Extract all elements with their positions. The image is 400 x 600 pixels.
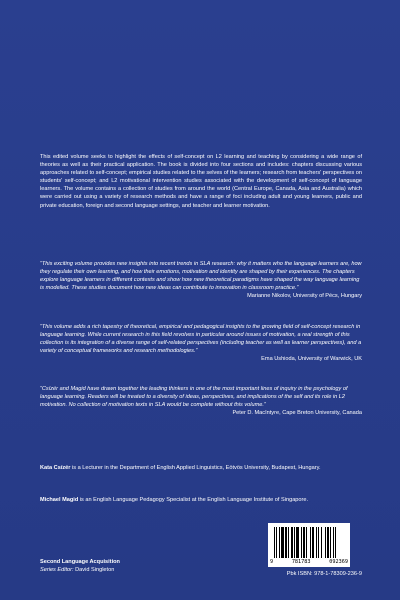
quote-text: “This exciting volume provides new insights into recent trends in SLA research: why it matters who the language learners are, how they regulate their own learning, and how their emotions, motivation and identity are shaped by their experiences. The chapters explore language learners in different contexts and show how new theoretical paradigms have shaped the way language learning is modelled. These studies document how new ideas can contribute to innovation in classroom practice.” xyxy=(40,261,362,292)
quote-attribution: Peter D. MacIntyre, Cape Breton University, Canada xyxy=(232,410,362,417)
endorsement-quote xyxy=(40,385,362,417)
barcode-bar xyxy=(333,527,334,558)
barcode-digits xyxy=(270,559,348,565)
quote-text: “Csízér and Magid have drawn together the leading thinkers in one of the most important lines of inquiry in the psychology of language learning. Readers will be treated to a diversity of ideas, perspectives, and implications of the self and its role in L2 motivation. No collection of motivation texts in SLA would be complete without this volume.” xyxy=(40,386,348,409)
editor-name: Michael Magid xyxy=(40,497,79,503)
barcode-bar xyxy=(310,527,311,558)
series-editor-name: David Singleton xyxy=(75,567,115,573)
barcode-bar xyxy=(281,527,284,558)
series-editor-line xyxy=(40,566,120,574)
barcode-bar xyxy=(294,527,295,558)
barcode-digit-group: 092369 xyxy=(329,559,348,565)
book-description: This edited volume seeks to highlight the effects of self-concept on L2 learning and teaching by considering a wide range of theories as well as their practical application. The book is divided into four sections and includes: chapters discussing various approaches related to self-concept; empirical studies related to the selves of the learners; research from teachers' perspectives on students' self-concept; and L2 motivational intervention studies associated with the development of self-concept of language learners. The volume contains a collection of studies from around the world (Central Europe, Canada, Asia and Australia) which were carried out using a variety of research methods and have a range of foci including adult and young learners, public and private education, foreign and second language settings, and teacher and learner motivation. xyxy=(40,154,362,209)
quote-attribution: Marianne Nikolov, University of Pécs, Hungary xyxy=(247,293,362,300)
barcode-bar xyxy=(335,527,336,558)
barcode-digit-group: 781783 xyxy=(291,559,311,565)
barcode-bar xyxy=(274,527,275,558)
barcode-digit-group: 9 xyxy=(270,559,274,565)
series-editor-label: Series Editor: xyxy=(40,567,74,573)
series-title: Second Language Acquisition xyxy=(40,559,120,565)
barcode-bar xyxy=(312,527,314,558)
barcode-bar xyxy=(306,527,307,558)
barcode-bar xyxy=(318,527,319,558)
barcode-bar xyxy=(285,527,287,558)
barcode xyxy=(268,523,350,567)
barcode-bar xyxy=(303,527,305,558)
barcode-bar xyxy=(321,527,322,558)
quote-attribution: Ema Ushioda, University of Warwick, UK xyxy=(261,356,362,363)
endorsement-quote xyxy=(40,260,362,300)
editor-bio xyxy=(40,496,362,504)
barcode-bar xyxy=(296,527,299,558)
barcode-bar xyxy=(301,527,302,558)
quote-text: “This volume adds a rich tapestry of theoretical, empirical and pedagogical insights to the growing field of self-concept research in language learning. While current research in this field revolves in particular around issues of motivation, a real strength of this collection is its integration of a diverse range of self-related perspectives (including teacher as well as learner perspectives), and a variety of conceptual frameworks and research methodologies.” xyxy=(40,324,362,355)
barcode-bar xyxy=(330,527,331,558)
editor-name: Kata Csízér xyxy=(40,465,71,471)
barcode-bars xyxy=(274,527,344,558)
editor-bio xyxy=(40,464,362,472)
isbn: Pbk ISBN: 978-1-78309-236-9 xyxy=(286,571,362,577)
series-info xyxy=(40,558,120,574)
barcode-bar xyxy=(288,527,289,558)
barcode-bar xyxy=(325,527,326,558)
barcode-bar xyxy=(291,527,293,558)
barcode-bar xyxy=(327,527,329,558)
editor-bio-text: is an English Language Pedagogy Specialist at the English Language Institute of Singapore. xyxy=(78,497,309,503)
barcode-bar xyxy=(279,527,280,558)
editor-bio-text: is a Lecturer in the Department of English Applied Linguistics, Eötvös University, Budapest, Hungary. xyxy=(70,465,321,471)
barcode-bar xyxy=(276,527,277,558)
barcode-bar xyxy=(316,527,317,558)
endorsement-quote xyxy=(40,323,362,363)
